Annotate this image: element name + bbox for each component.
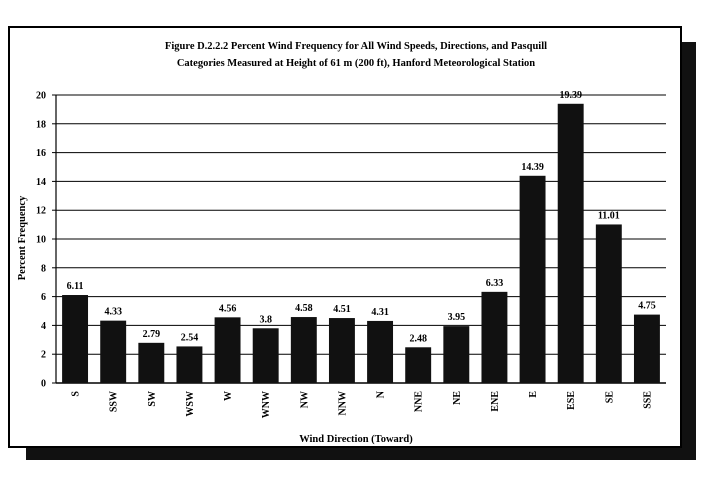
bar (176, 346, 202, 383)
bar-value-label: 3.8 (259, 314, 272, 326)
bar-value-label: 2.54 (180, 332, 199, 344)
x-tick-label: SE (604, 391, 616, 404)
bar (443, 326, 469, 383)
y-axis-title: Percent Frequency (17, 195, 28, 281)
x-tick-label: NW (299, 391, 311, 409)
x-tick-label: NE (451, 391, 463, 405)
x-tick-label: ENE (489, 391, 501, 412)
y-tick-label: 0 (41, 378, 46, 390)
y-tick-label: 18 (36, 119, 46, 131)
y-tick-label: 20 (36, 90, 46, 102)
bar-value-label: 14.39 (521, 161, 544, 173)
y-tick-labels (36, 91, 46, 390)
bar (520, 176, 546, 383)
bar-value-label: 4.31 (371, 306, 389, 318)
x-tick-label: N (375, 391, 387, 399)
x-tick-labels (71, 390, 654, 418)
bar (367, 321, 393, 383)
chart-title: Figure D.2.2.2 Percent Wind Frequency for All Wind Speeds, Directions, and Pasquill (164, 41, 548, 52)
bar (215, 317, 241, 383)
bar-value-label: 6.11 (66, 281, 84, 293)
y-tick-label: 14 (36, 176, 46, 188)
chart-subtitle: Categories Measured at Height of 61 m (200 ft), Hanford Meteorological Station (176, 58, 536, 69)
bar (405, 347, 431, 383)
x-tick-label: NNE (413, 391, 425, 413)
bar (100, 321, 126, 383)
x-tick-label: SSE (642, 391, 654, 409)
bar-value-label: 3.95 (447, 312, 466, 324)
y-tick-label: 8 (41, 263, 46, 275)
x-tick-label: ESE (566, 391, 578, 410)
y-tick-label: 10 (36, 234, 46, 246)
bar (634, 315, 660, 383)
x-tick-label: S (70, 391, 82, 397)
bar-value-label: 2.79 (142, 328, 161, 340)
x-tick-label: WNW (261, 391, 273, 419)
bar-value-label: 4.33 (104, 306, 122, 318)
bar (596, 224, 622, 383)
bar-value-label: 11.01 (597, 210, 620, 222)
y-tick-label: 16 (36, 148, 46, 160)
bar (558, 104, 584, 383)
bar (329, 318, 355, 383)
bar (291, 317, 317, 383)
bar (481, 292, 507, 383)
x-tick-label: NNW (337, 391, 349, 416)
bar (138, 343, 164, 383)
bar-value-label: 6.33 (485, 277, 504, 289)
bar-value-label: 4.75 (638, 300, 656, 312)
y-tick-label: 2 (41, 349, 46, 361)
y-tick-label: 4 (41, 320, 46, 332)
bar (62, 295, 88, 383)
x-tick-label: W (223, 391, 235, 401)
x-axis-title: Wind Direction (Toward) (299, 434, 413, 445)
x-tick-label: WSW (184, 391, 196, 417)
bar-value-label: 4.56 (218, 303, 237, 315)
bars (62, 104, 660, 383)
bar-value-label: 19.39 (559, 89, 582, 101)
x-tick-label: SSW (108, 391, 120, 413)
bar-value-label: 4.51 (333, 304, 351, 316)
bar (253, 328, 279, 383)
x-tick-label: SW (146, 391, 158, 407)
y-tick-label: 6 (41, 292, 46, 304)
x-tick-label: E (528, 391, 540, 398)
bar-value-label: 4.58 (295, 303, 313, 315)
bar-value-label: 2.48 (409, 333, 427, 345)
y-tick-label: 12 (36, 205, 46, 217)
